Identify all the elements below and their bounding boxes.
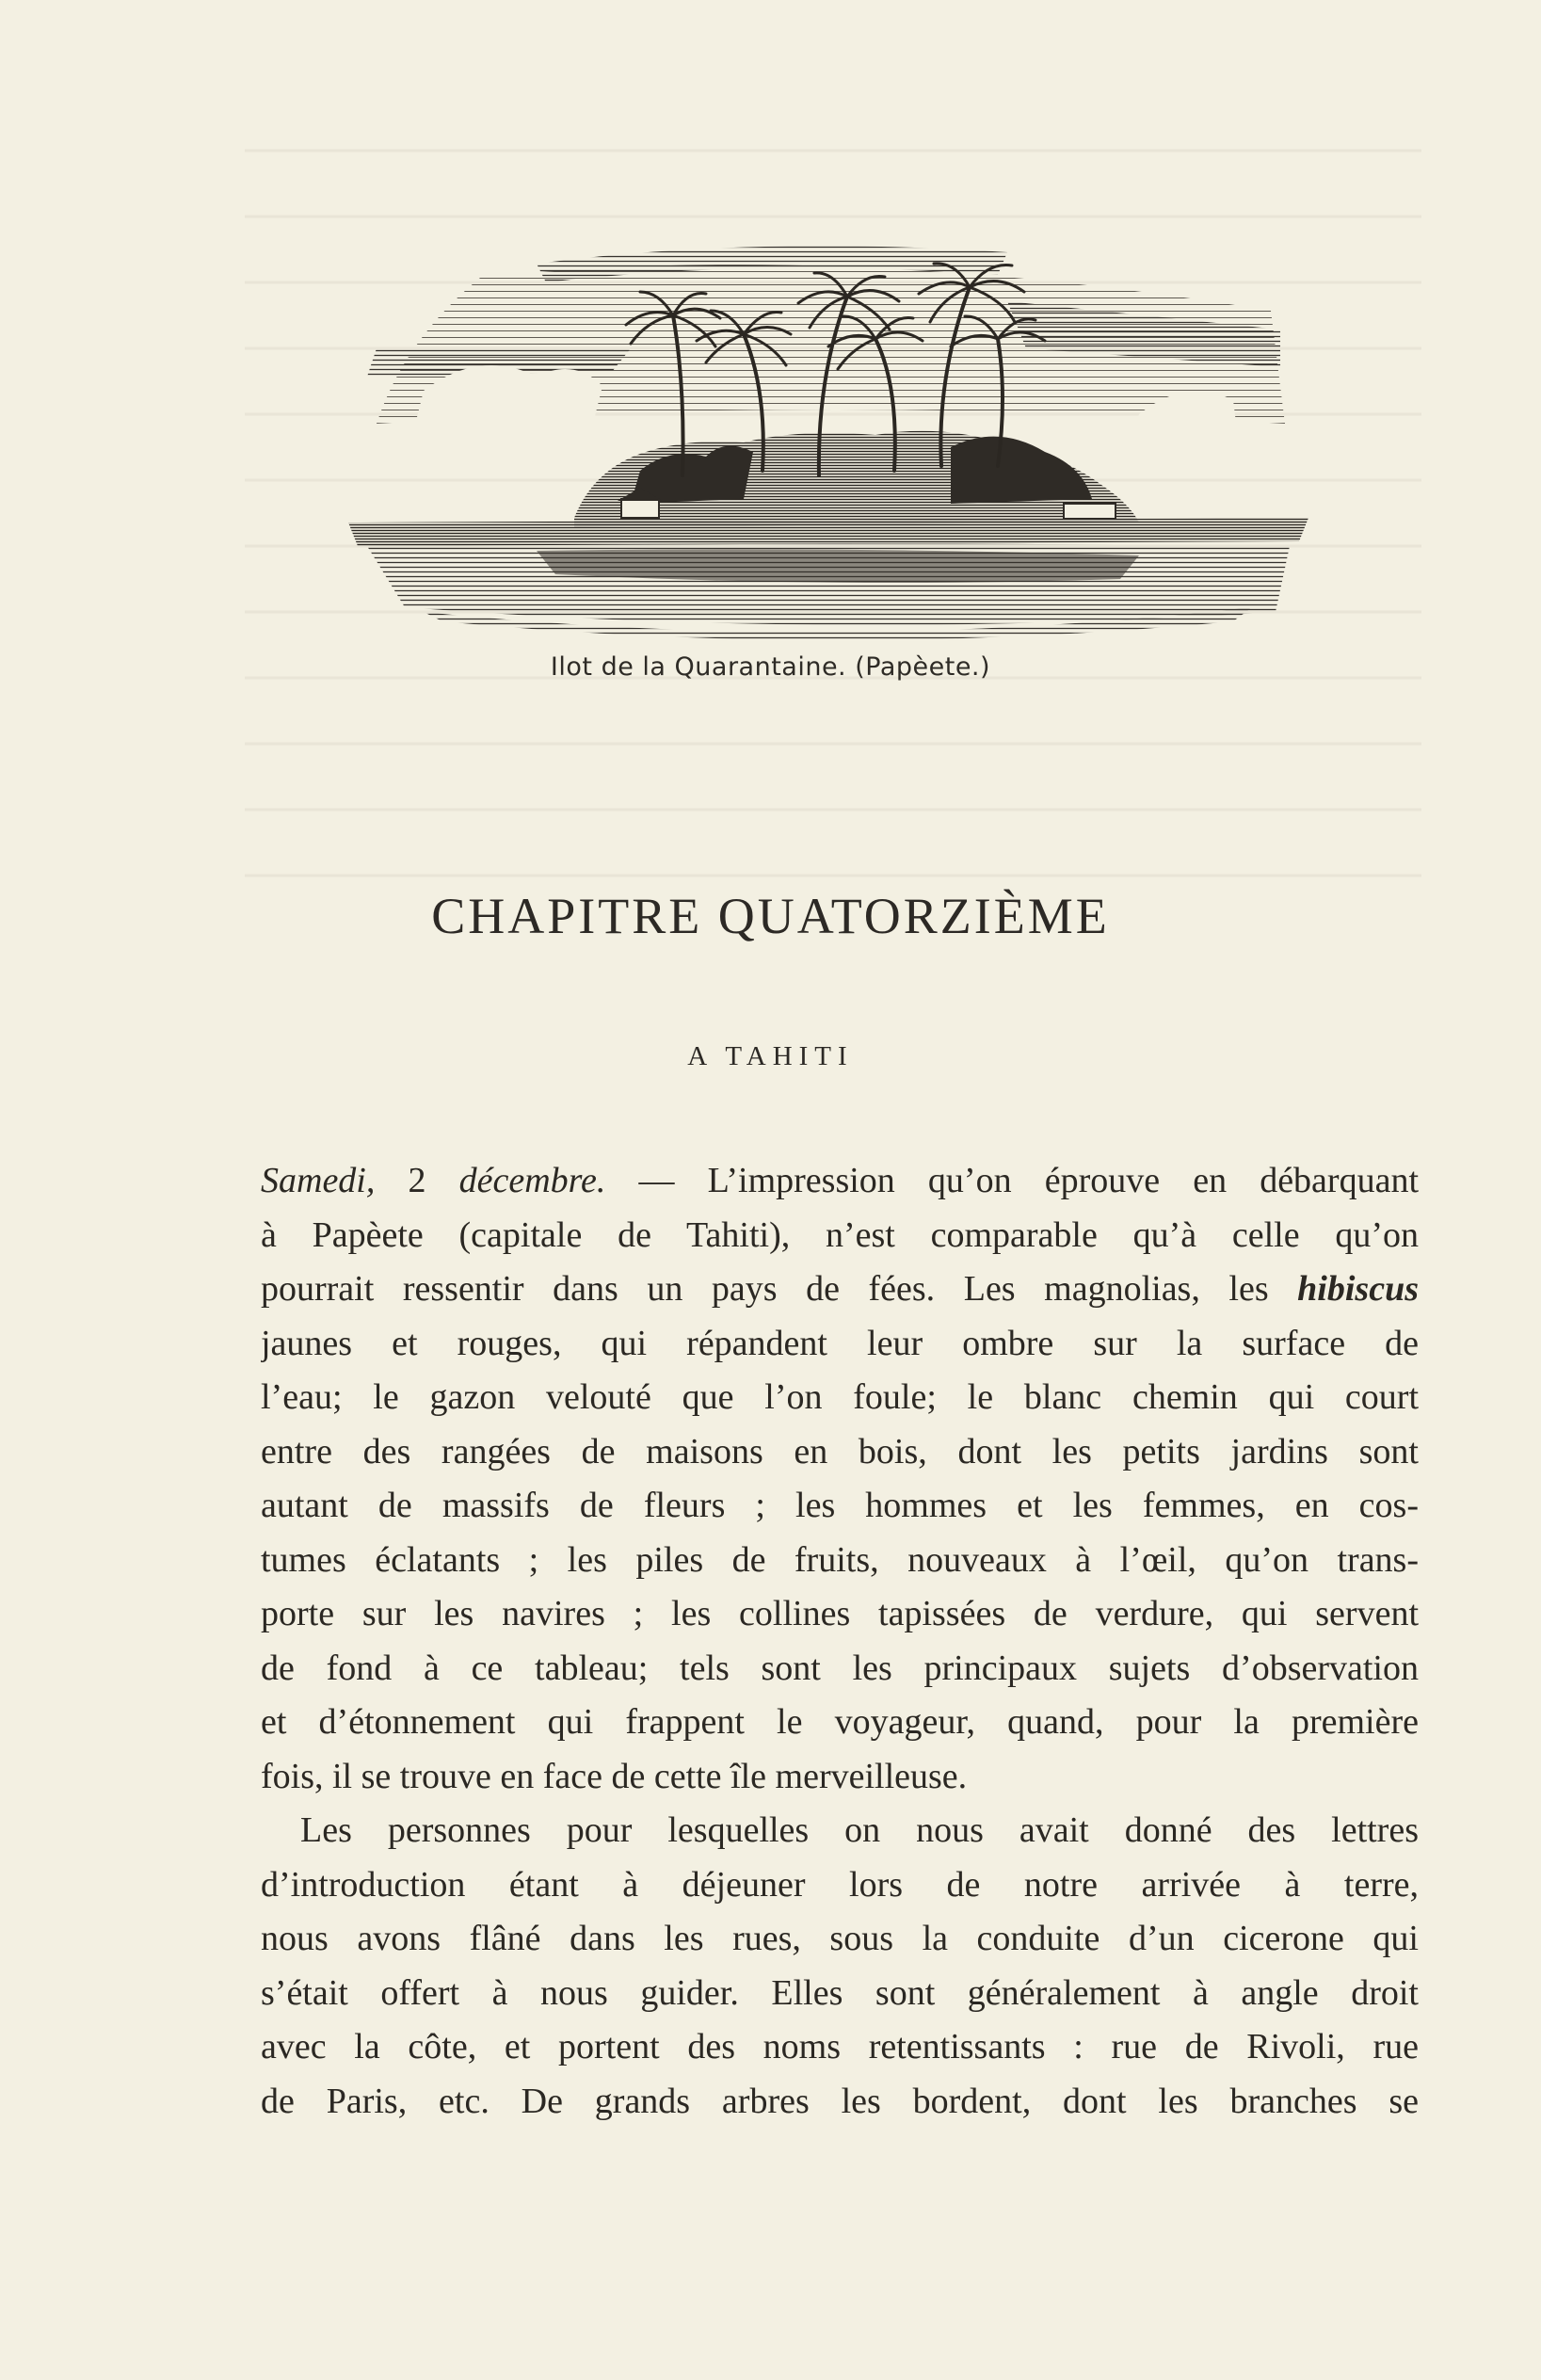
- date-number: 2: [375, 1161, 459, 1200]
- text-line: porte sur les navires ; les collines tapissées de verdure, qui servent: [261, 1594, 1419, 1633]
- body-text: [261, 1154, 1419, 2129]
- water: [348, 518, 1308, 640]
- text-line: s’était offert à nous guider. Elles sont généralement à angle droit: [261, 1972, 1419, 2013]
- text-line: jaunes et rouges, qui répandent leur ombre sur la surface de: [261, 1323, 1419, 1363]
- chapter-title: CHAPITRE QUATORZIÈME: [431, 888, 1110, 944]
- text-line: [261, 1154, 1419, 1209]
- text-line: Les personnes pour lesquelles on nous avait donné des lettres: [300, 1810, 1419, 1850]
- text-line: autant de massifs de fleurs ; les hommes et les femmes, en cos-: [261, 1486, 1419, 1525]
- text-line: de Paris, etc. De grands arbres les bordent, dont les branches se: [261, 2081, 1419, 2121]
- line-text: pourrait ressentir dans un pays de fées. Les magnolias, les: [261, 1269, 1298, 1309]
- line-text: — L’impression qu’on éprouve en débarquant: [605, 1161, 1419, 1200]
- illustration-caption: Ilot de la Quarantaine. (Papèete.): [550, 652, 991, 682]
- text-line: fois, il se trouve en face de cette île merveilleuse.: [261, 1756, 968, 1796]
- text-line: avec la côte, et portent des noms retentissants : rue de Rivoli, rue: [261, 2027, 1419, 2066]
- island: [574, 431, 1139, 527]
- date-month: décembre.: [458, 1161, 606, 1200]
- island-engraving: [348, 235, 1308, 650]
- text-line: et d’étonnement qui frappent le voyageur, quand, pour la première: [261, 1702, 1419, 1742]
- text-line: à Papèete (capitale de Tahiti), n’est comparable qu’à celle qu’on: [261, 1214, 1419, 1255]
- italic-term: hibiscus: [1297, 1269, 1419, 1309]
- text-line: [261, 1262, 1419, 1317]
- text-line: nous avons flâné dans les rues, sous la conduite d’un cicerone qui: [261, 1919, 1419, 1958]
- text-line: l’eau; le gazon velouté que l’on foule; le blanc chemin qui court: [261, 1377, 1419, 1417]
- date-day: Samedi,: [261, 1161, 376, 1200]
- text-line: de fond à ce tableau; tels sont les principaux sujets d’observation: [261, 1648, 1419, 1688]
- text-line: tumes éclatants ; les piles de fruits, nouveaux à l’œil, qu’on trans-: [261, 1539, 1419, 1580]
- chapter-subtitle: A TAHITI: [687, 1041, 854, 1071]
- text-line: entre des rangées de maisons en bois, dont les petits jardins sont: [261, 1431, 1419, 1471]
- text-line: d’introduction étant à déjeuner lors de notre arrivée à terre,: [261, 1864, 1419, 1905]
